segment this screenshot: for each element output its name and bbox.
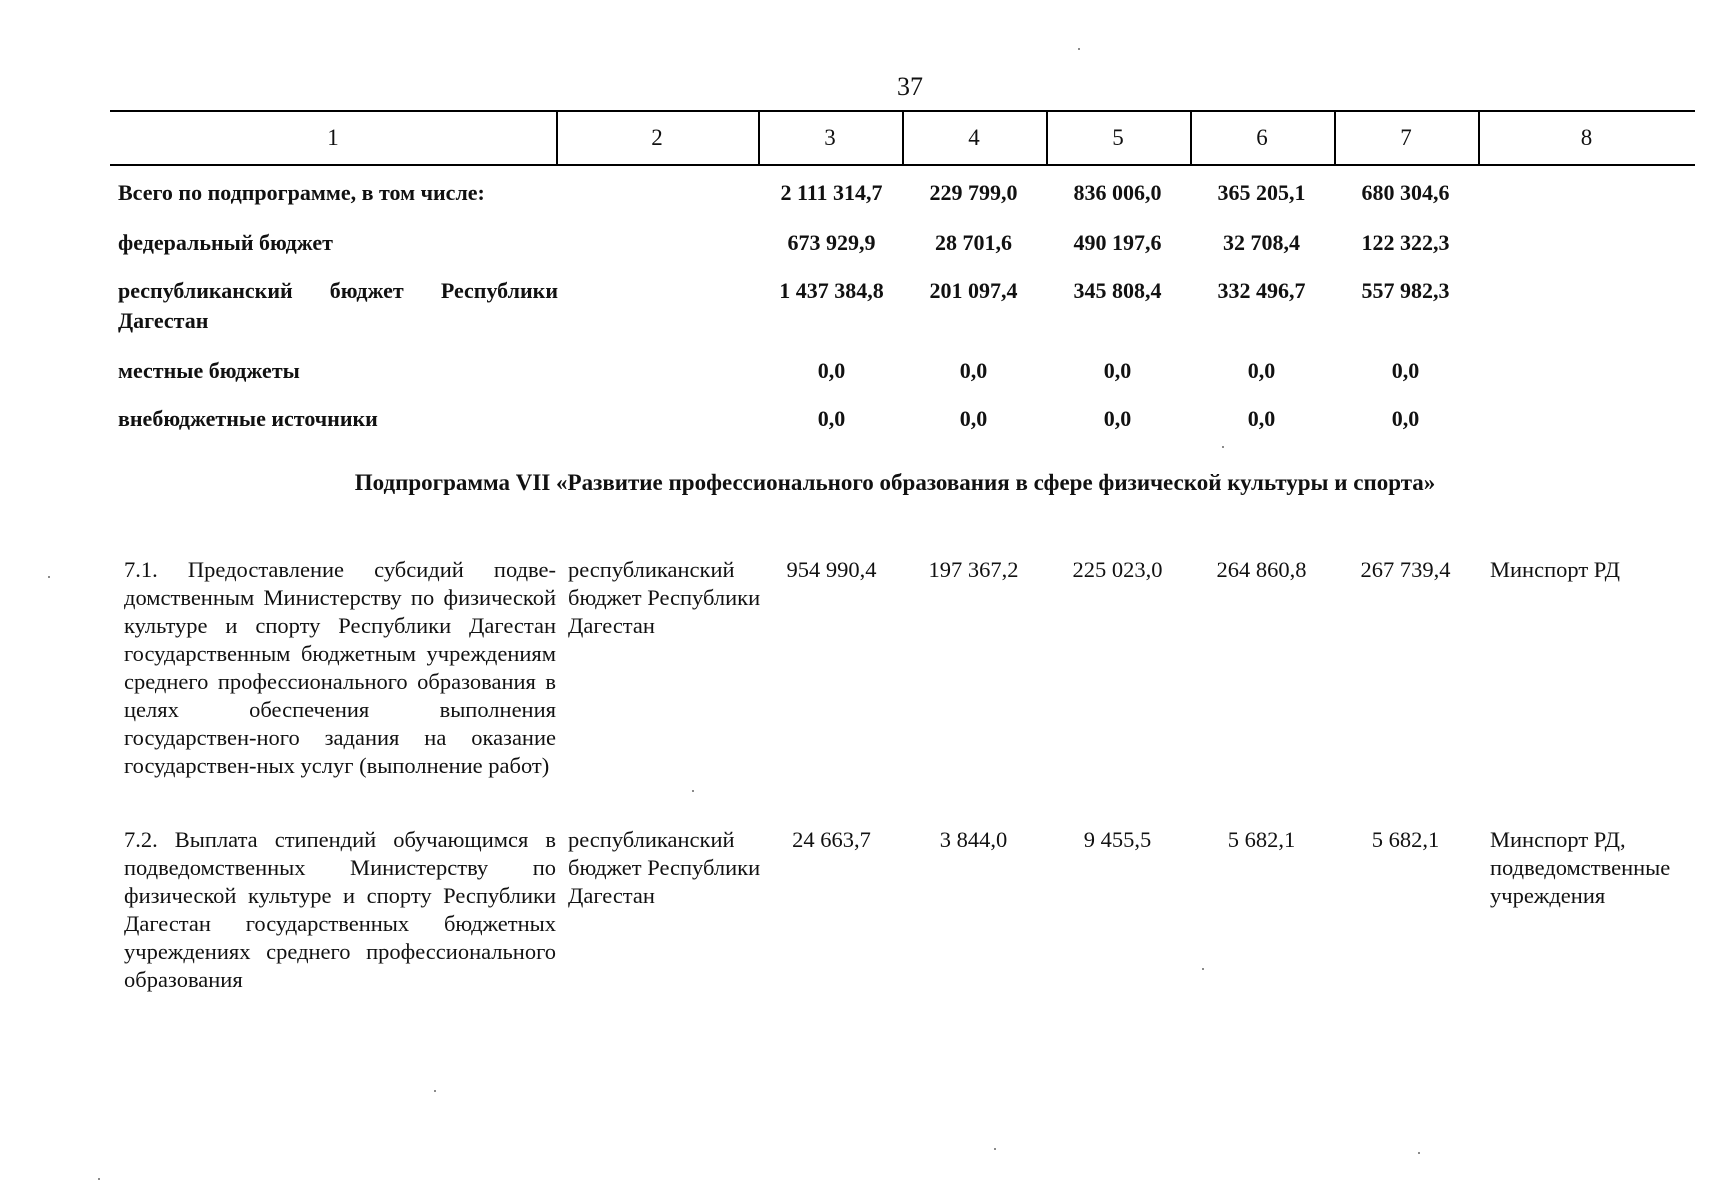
scan-speck (434, 1090, 436, 1092)
value-col-7: 557 982,3 (1361, 278, 1450, 303)
value-col-3: 673 929,9 (787, 230, 876, 255)
totals-row-local (0, 356, 1710, 400)
value-col-6: 264 860,8 (1216, 557, 1307, 582)
value-col-7: 0,0 (1391, 406, 1420, 431)
value-col-5: 9 455,5 (1083, 827, 1152, 852)
totals-row-republic (0, 276, 1710, 340)
value-col-4: 229 799,0 (929, 180, 1018, 205)
value-col-5: 836 006,0 (1073, 180, 1162, 205)
value-col-6: 0,0 (1247, 406, 1276, 431)
value-col-6: 365 205,1 (1217, 180, 1306, 205)
item-responsible: Минспорт РД (1490, 557, 1620, 582)
scan-speck (1202, 968, 1204, 970)
value-col-3: 0,0 (817, 406, 846, 431)
value-col-7: 680 304,6 (1361, 180, 1450, 205)
scan-speck (692, 790, 694, 792)
value-col-6: 0,0 (1247, 358, 1276, 383)
scan-speck (1418, 1152, 1420, 1154)
value-col-3: 954 990,4 (786, 557, 877, 582)
row-label: внебюджетные источники (118, 406, 378, 431)
column-number-3: 3 (824, 125, 836, 150)
column-number-4: 4 (968, 125, 980, 150)
scan-speck (994, 1148, 996, 1150)
totals-row-federal (0, 228, 1710, 272)
item-description: 7.2. Выплата стипендий обучающимся в подведомственных Министерству по физической культуре и спорту Республики Дагестан государственных бюджетных учреждениях среднего профессионального образования (124, 827, 556, 992)
value-col-4: 197 367,2 (928, 557, 1019, 582)
value-col-3: 1 437 384,8 (779, 278, 884, 303)
value-col-7: 5 682,1 (1371, 827, 1440, 852)
column-number-6: 6 (1256, 125, 1268, 150)
value-col-5: 345 808,4 (1073, 278, 1162, 303)
column-number-5: 5 (1112, 125, 1124, 150)
item-responsible: Минспорт РД, подведомственные учреждения (1490, 827, 1671, 908)
value-col-7: 0,0 (1391, 358, 1420, 383)
value-col-4: 201 097,4 (929, 278, 1018, 303)
value-col-5: 225 023,0 (1072, 557, 1163, 582)
subprogram-title: Подпрограмма VII «Развитие профессионального образования в сфере физической культуры и спорта» (354, 470, 1436, 495)
value-col-6: 32 708,4 (1223, 230, 1300, 255)
value-col-6: 332 496,7 (1217, 278, 1306, 303)
value-col-5: 490 197,6 (1073, 230, 1162, 255)
column-number-7: 7 (1400, 125, 1412, 150)
totals-row-total (0, 178, 1710, 222)
value-col-4: 0,0 (959, 406, 988, 431)
value-col-6: 5 682,1 (1227, 827, 1296, 852)
scan-speck (98, 1178, 100, 1180)
value-col-7: 122 322,3 (1361, 230, 1450, 255)
item-funding-source: республиканский бюджет Республики Дагестан (568, 827, 761, 908)
column-number-2: 2 (651, 125, 663, 150)
row-label: республиканский бюджет Республики Дагестан (118, 278, 558, 333)
value-col-4: 28 701,6 (935, 230, 1012, 255)
value-col-7: 267 739,4 (1360, 557, 1451, 582)
column-number-8: 8 (1580, 125, 1593, 150)
value-col-4: 3 844,0 (939, 827, 1008, 852)
value-col-3: 2 111 314,7 (780, 180, 883, 205)
value-col-3: 24 663,7 (792, 827, 871, 852)
value-col-4: 0,0 (959, 358, 988, 383)
scan-speck (48, 576, 50, 578)
item-funding-source: республиканский бюджет Республики Дагестан (568, 557, 761, 638)
value-col-5: 0,0 (1103, 406, 1132, 431)
value-col-5: 0,0 (1103, 358, 1132, 383)
row-label: Всего по подпрограмме, в том числе: (118, 180, 485, 205)
row-label: местные бюджеты (118, 358, 300, 383)
scan-speck (1222, 446, 1224, 448)
totals-row-extrabudgetary (0, 404, 1710, 448)
scan-speck (1078, 48, 1080, 50)
column-number-1: 1 (327, 125, 339, 150)
item-description: 7.1. Предоставление субсидий подве-домственным Министерству по физической культуре и спорту Республики Дагестан государственным бюджетным учреждениям среднего профессионального образования в целях обеспечения выполнения государствен-ного задания на оказание государствен-ных услуг (выполнение работ) (124, 557, 556, 778)
value-col-3: 0,0 (817, 358, 846, 383)
page-number: 37 (897, 72, 923, 101)
row-label: федеральный бюджет (118, 230, 333, 255)
